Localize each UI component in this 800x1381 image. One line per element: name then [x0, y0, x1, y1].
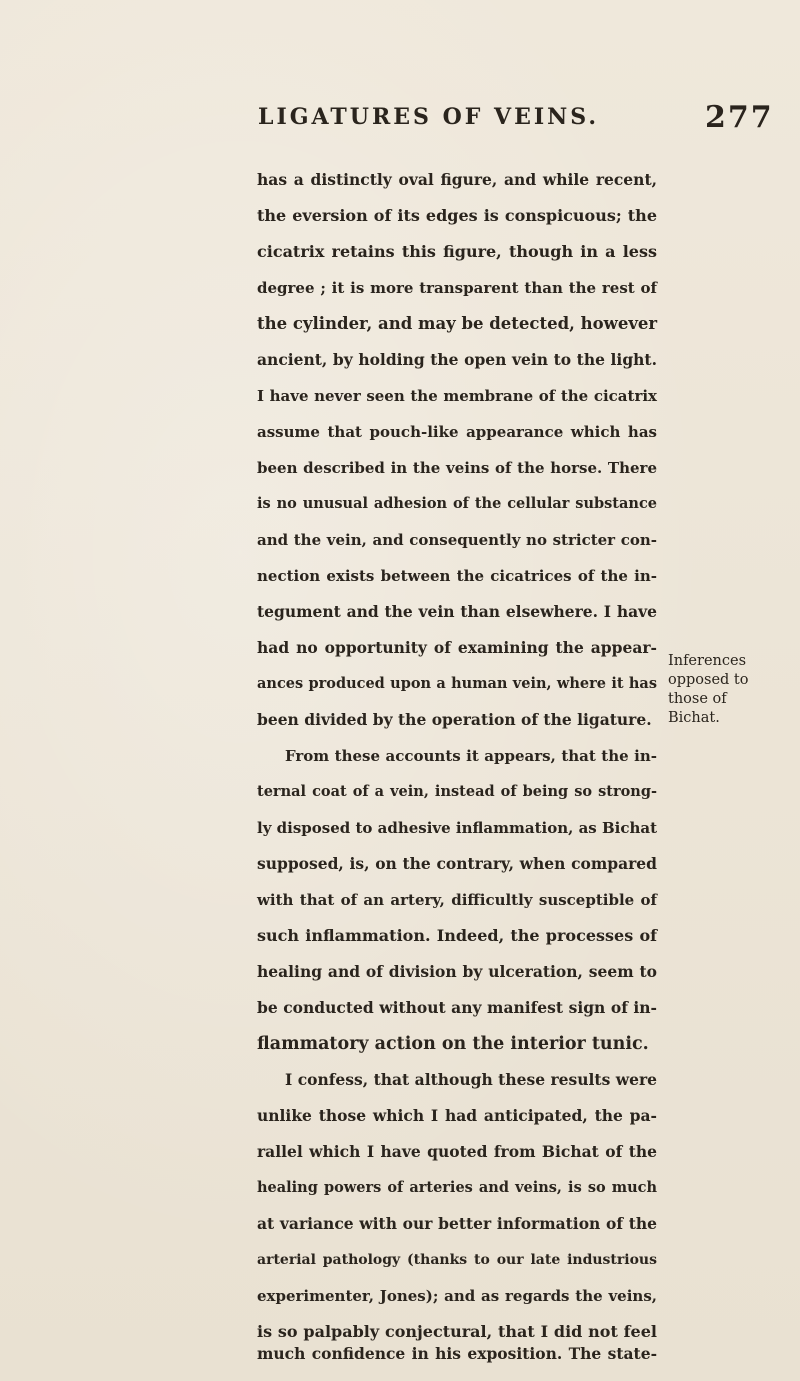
- text-line: I have never seen the membrane of the cicatrix: [257, 387, 657, 405]
- margin-note: [668, 652, 798, 728]
- text-line: flammatory action on the interior tunic.: [257, 1034, 649, 1054]
- text-line: experimenter, Jones); and as regards the veins,: [257, 1287, 657, 1305]
- text-line: much confidence in his exposition. The state-: [257, 1344, 657, 1363]
- text-line: the eversion of its edges is conspicuous; the: [257, 206, 657, 225]
- text-line: had no opportunity of examining the appear-: [257, 638, 657, 657]
- text-line: ternal coat of a vein, instead of being so strong-: [257, 783, 657, 800]
- running-head: [0, 100, 800, 140]
- text-line: arterial pathology (thanks to our late industrious: [257, 1252, 657, 1268]
- text-line: ancient, by holding the open vein to the light.: [257, 350, 657, 369]
- text-line: healing and of division by ulceration, seem to: [257, 962, 657, 981]
- text-line: the cylinder, and may be detected, however: [257, 314, 658, 333]
- text-line: is no unusual adhesion of the cellular substance: [257, 495, 657, 512]
- margin-note-line: opposed to: [668, 672, 749, 688]
- text-line: supposed, is, on the contrary, when compared: [257, 854, 657, 873]
- page-number: 277: [705, 100, 774, 135]
- margin-note-line: Bichat.: [668, 710, 720, 726]
- text-line: ly disposed to adhesive inflammation, as Bichat: [257, 819, 658, 837]
- text-line: healing powers of arteries and veins, is so much: [257, 1179, 657, 1196]
- text-line: such inflammation. Indeed, the processes of: [257, 926, 657, 945]
- margin-note-line: Inferences: [668, 653, 747, 669]
- running-title: LIGATURES OF VEINS.: [258, 104, 600, 130]
- text-line: From these accounts it appears, that the in-: [285, 747, 657, 765]
- text-line: degree ; it is more transparent than the rest of: [257, 279, 657, 297]
- text-line: ances produced upon a human vein, where it has: [257, 675, 657, 692]
- text-line: unlike those which I had anticipated, the pa-: [257, 1106, 657, 1125]
- text-line: been divided by the operation of the ligature.: [257, 710, 652, 729]
- text-line: rallel which I have quoted from Bichat of the: [257, 1142, 657, 1161]
- text-line: nection exists between the cicatrices of the in-: [257, 567, 657, 585]
- text-line: been described in the veins of the horse. There: [257, 459, 657, 477]
- text-line: is so palpably conjectural, that I did not feel: [257, 1322, 657, 1341]
- text-line: has a distinctly oval figure, and while recent,: [257, 170, 657, 189]
- text-line: tegument and the vein than elsewhere. I have: [257, 602, 657, 621]
- text-line: at variance with our better information of the: [257, 1214, 657, 1233]
- text-line: I confess, that although these results were: [285, 1070, 657, 1089]
- text-line: cicatrix retains this figure, though in a less: [257, 242, 657, 261]
- text-line: with that of an artery, difficultly susceptible of: [257, 891, 657, 909]
- text-line: and the vein, and consequently no stricter con-: [257, 531, 657, 549]
- margin-note-line: those of: [668, 691, 727, 707]
- text-line: be conducted without any manifest sign of in-: [257, 998, 657, 1017]
- text-line: assume that pouch-like appearance which has: [257, 423, 657, 441]
